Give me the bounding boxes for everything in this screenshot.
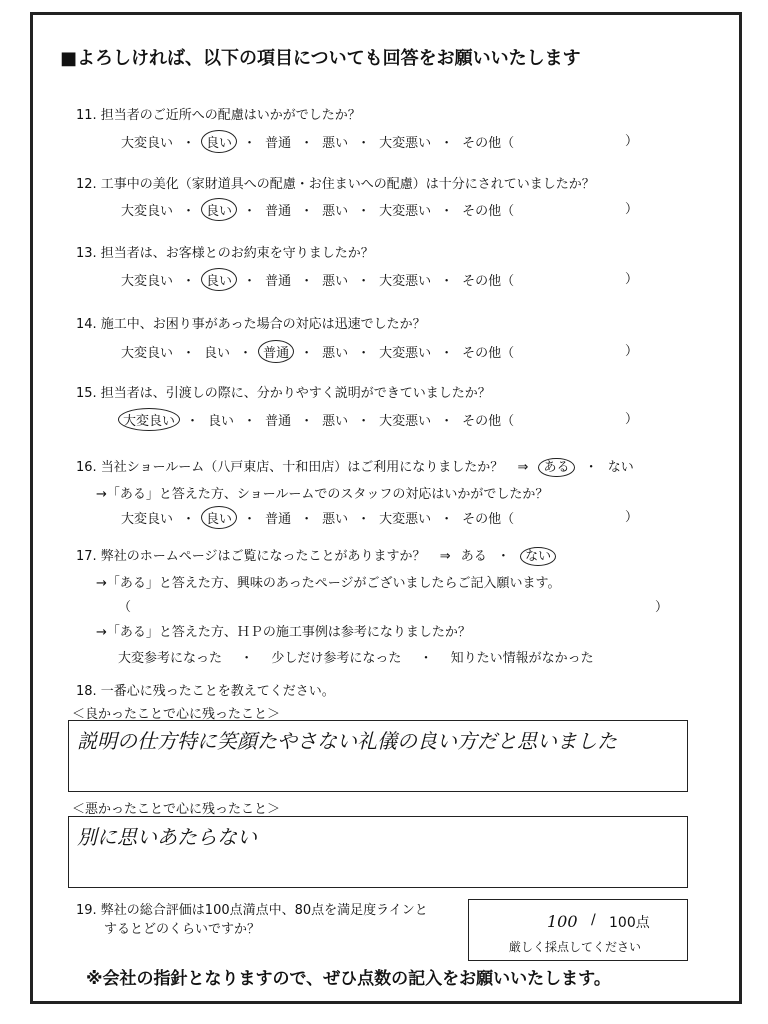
rating-option[interactable]: 大変悪い (379, 136, 432, 151)
score-value: 100 (547, 912, 578, 931)
separator: ・ (300, 512, 314, 527)
good-answer-box[interactable] (68, 720, 688, 792)
q17-option-2[interactable]: 少しだけ参考になった (271, 651, 402, 666)
separator: ・ (357, 204, 371, 219)
open-paren: （ (118, 600, 132, 615)
separator: ・ (357, 274, 371, 289)
rating-option[interactable]: 普通 (258, 340, 294, 363)
q17-followup2: →「ある」と答えた方、ＨＰの施工事例は参考になりましたか？ (96, 625, 471, 640)
rating-option[interactable]: 良い (208, 414, 235, 429)
separator: ・ (182, 274, 196, 289)
q17-no[interactable]: ない (520, 547, 556, 566)
score-slash: / (591, 912, 596, 928)
bad-label: ＜悪かったことで心に残ったこと＞ (72, 802, 281, 817)
q16-followup: →「ある」と答えた方、ショールームでのスタッフの対応はいかがでしたか？ (96, 487, 549, 502)
rating-option[interactable]: 普通 (265, 204, 292, 219)
close-paren: ） (625, 510, 639, 525)
options-12 (118, 198, 523, 221)
rating-option[interactable]: その他（ (462, 136, 515, 151)
close-paren: ） (655, 600, 669, 615)
separator: ・ (419, 651, 433, 666)
arrow: ⇒ (517, 460, 529, 475)
rating-option[interactable]: 大変悪い (379, 204, 432, 219)
separator: ・ (186, 414, 200, 429)
options-16 (118, 506, 523, 529)
rating-option[interactable]: 良い (201, 198, 237, 221)
separator: ・ (300, 136, 314, 151)
q17-yes[interactable]: ある (460, 549, 487, 564)
bad-answer-box[interactable] (68, 816, 688, 888)
score-max: 100点 (609, 915, 650, 931)
rating-option[interactable]: 大変良い (121, 346, 174, 361)
separator: ・ (440, 346, 454, 361)
separator: ・ (243, 136, 257, 151)
separator: ・ (300, 274, 314, 289)
close-paren: ） (625, 344, 639, 359)
rating-option[interactable]: 大変良い (118, 408, 180, 431)
separator: ・ (239, 346, 253, 361)
rating-option[interactable]: 大変悪い (379, 274, 432, 289)
question-16 (76, 456, 634, 475)
close-paren: ） (625, 134, 639, 149)
q16-yes[interactable]: ある (538, 458, 574, 477)
question-13: 13. 担当者は、お客様とのお約束を守りましたか？ (76, 246, 374, 261)
separator: ・ (440, 136, 454, 151)
separator: ・ (496, 549, 510, 564)
separator: ・ (357, 512, 371, 527)
form-title: ■よろしければ、以下の項目についても回答をお願いいたします (60, 48, 581, 69)
rating-option[interactable]: その他（ (462, 414, 515, 429)
close-paren: ） (625, 412, 639, 427)
separator: ・ (243, 274, 257, 289)
separator: ・ (357, 136, 371, 151)
separator: ・ (300, 204, 314, 219)
question-15: 15. 担当者は、引渡しの際に、分かりやすく説明ができていましたか？ (76, 386, 491, 401)
q17-option-3[interactable]: 知りたい情報がなかった (450, 651, 594, 666)
rating-option[interactable]: 大変悪い (379, 414, 432, 429)
rating-option[interactable]: 悪い (322, 136, 349, 151)
separator: ・ (243, 512, 257, 527)
rating-option[interactable]: 悪い (322, 414, 349, 429)
rating-option[interactable]: その他（ (462, 346, 515, 361)
rating-option[interactable]: 普通 (265, 274, 292, 289)
rating-option[interactable]: 良い (204, 346, 231, 361)
separator: ・ (440, 512, 454, 527)
separator: ・ (300, 414, 314, 429)
separator: ・ (357, 414, 371, 429)
options-15 (118, 408, 523, 431)
score-box[interactable] (468, 899, 688, 961)
close-paren: ） (625, 272, 639, 287)
question-18: 18. 一番心に残ったことを教えてください。 (76, 684, 335, 699)
question-16-label: 16. 当社ショールーム（八戸東店、十和田店）はご利用になりましたか？ (76, 460, 504, 475)
rating-option[interactable]: 大変悪い (379, 512, 432, 527)
question-19-line1: 19. 弊社の総合評価は100点満点中、80点を満足度ラインと (76, 903, 428, 918)
rating-option[interactable]: 大変悪い (379, 346, 432, 361)
question-17-label: 17. 弊社のホームページはご覧になったことがありますか？ (76, 549, 426, 564)
rating-option[interactable]: 良い (201, 268, 237, 291)
question-14: 14. 施工中、お困り事があった場合の対応は迅速でしたか？ (76, 317, 426, 332)
question-12: 12. 工事中の美化（家財道具への配慮・お住まいへの配慮）は十分にされていましたか？ (76, 177, 595, 192)
good-label: ＜良かったことで心に残ったこと＞ (72, 707, 281, 722)
separator: ・ (182, 136, 196, 151)
q16-no[interactable]: ない (607, 460, 634, 475)
separator: ・ (440, 274, 454, 289)
options-14 (118, 340, 523, 363)
rating-option[interactable]: 悪い (322, 204, 349, 219)
rating-option[interactable]: 悪い (322, 274, 349, 289)
separator: ・ (357, 346, 371, 361)
separator: ・ (182, 512, 196, 527)
rating-option[interactable]: 普通 (265, 414, 292, 429)
rating-option[interactable]: 良い (201, 130, 237, 153)
separator: ・ (240, 651, 254, 666)
separator: ・ (440, 204, 454, 219)
rating-option[interactable]: 悪い (322, 346, 349, 361)
options-11 (118, 130, 523, 153)
question-17 (76, 545, 556, 564)
footer-note: ※会社の指針となりますので、ぜひ点数の記入をお願いいたします。 (86, 969, 611, 989)
question-19-line2: するとどのくらいですか？ (104, 922, 261, 937)
separator: ・ (243, 414, 257, 429)
question-11: 11. 担当者のご近所への配慮はいかがでしたか？ (76, 108, 361, 123)
arrow: ⇒ (439, 549, 451, 564)
rating-option[interactable]: 普通 (265, 512, 292, 527)
good-answer-text: 説明の仕方特に笑顔たやさない礼儀の良い方だと思いました (77, 729, 617, 753)
separator: ・ (243, 204, 257, 219)
rating-option[interactable]: 良い (201, 506, 237, 529)
rating-option[interactable]: 普通 (265, 136, 292, 151)
close-paren: ） (625, 202, 639, 217)
options-13 (118, 268, 523, 291)
separator: ・ (300, 346, 314, 361)
separator: ・ (584, 460, 598, 475)
bad-answer-text: 別に思いあたらない (77, 825, 257, 849)
rating-option[interactable]: 大変良い (121, 136, 174, 151)
q17-options (118, 647, 594, 666)
rating-option[interactable]: その他（ (462, 204, 515, 219)
q17-followup1: →「ある」と答えた方、興味のあったページがございましたらご記入願います。 (96, 576, 561, 591)
rating-option[interactable]: その他（ (462, 274, 515, 289)
rating-option[interactable]: 大変良い (121, 512, 174, 527)
separator: ・ (440, 414, 454, 429)
separator: ・ (182, 204, 196, 219)
rating-option[interactable]: 大変良い (121, 274, 174, 289)
rating-option[interactable]: 大変良い (121, 204, 174, 219)
separator: ・ (182, 346, 196, 361)
score-note: 厳しく採点してください (509, 940, 642, 954)
rating-option[interactable]: その他（ (462, 512, 515, 527)
q17-option-1[interactable]: 大変参考になった (118, 651, 223, 666)
rating-option[interactable]: 悪い (322, 512, 349, 527)
